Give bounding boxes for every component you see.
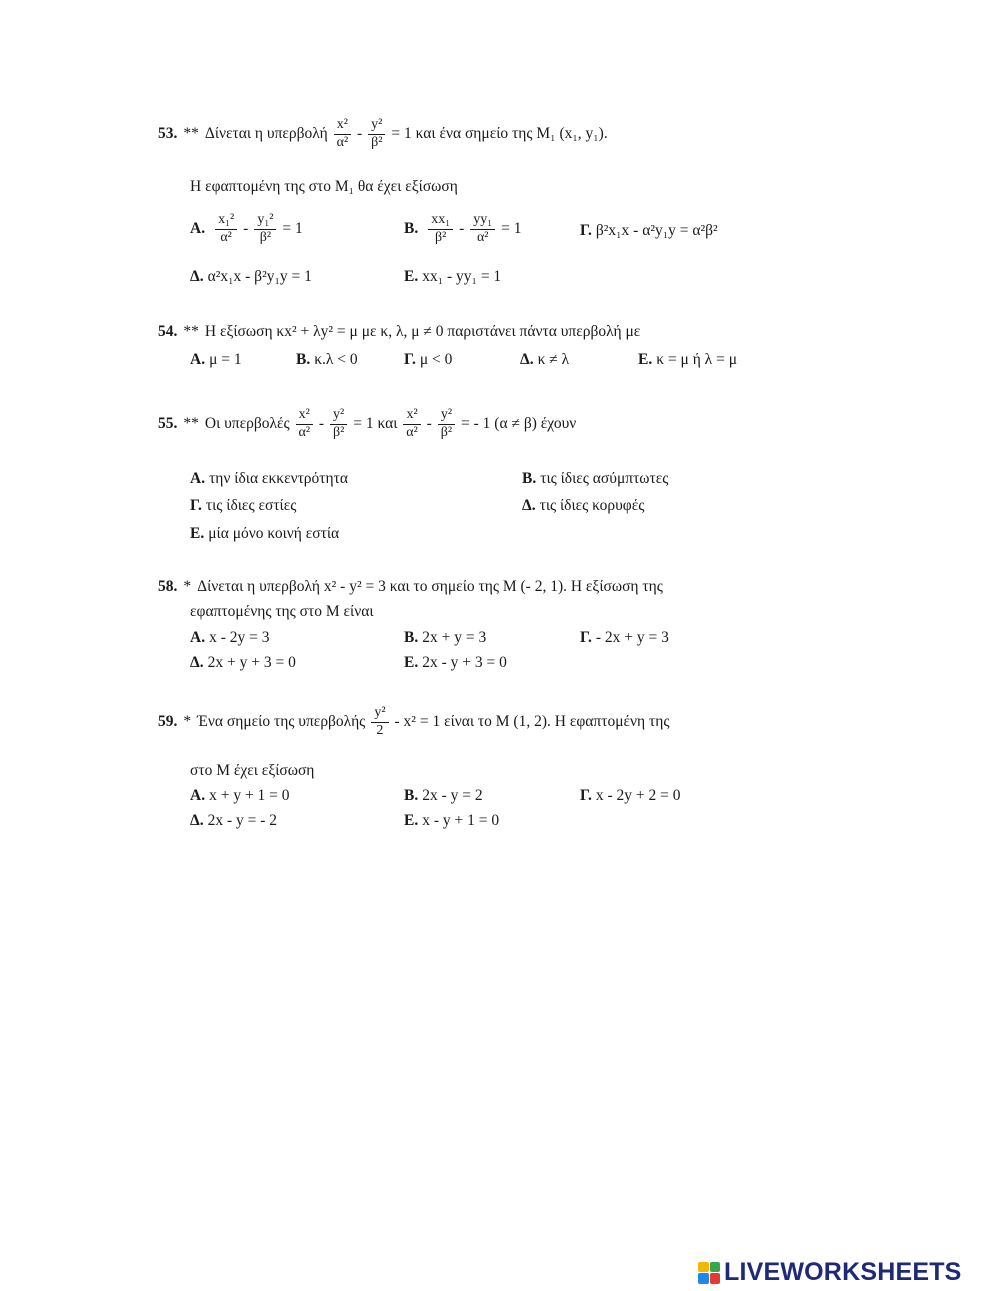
option-e: Ε. μία μόνο κοινή εστία (190, 525, 340, 542)
option-a: Α. την ίδια εκκεντρότητα (190, 470, 348, 487)
option-b: Β. $\frac{\text{xx₁}}{\text{β²}}$ - $\frac{\text{yy₁}}{\text{α²}}$ = 1 (404, 212, 522, 245)
option-e: Ε. 2x - y + 3 = 0 (404, 654, 507, 671)
fraction: $\frac{\text{y²}}{\text{β²}}$ (368, 118, 385, 150)
option-g: Γ. x - 2y + 2 = 0 (580, 787, 681, 804)
difficulty-stars: ** (183, 125, 199, 143)
logo-text: LIVEWORKSHEETS (724, 1258, 962, 1286)
question-text: = 1 και ένα σημείο της M₁ (x₁, y₁). (391, 125, 608, 143)
question-number: 55. (158, 415, 178, 433)
option-g: Γ. - 2x + y = 3 (580, 629, 669, 646)
option-b: Β. 2x - y = 2 (404, 787, 483, 804)
question-text: Ένα σημείο της υπερβολής (197, 713, 366, 731)
question-text: εφαπτομένης της στο Μ είναι (190, 603, 374, 620)
fraction: $\frac{\text{x²}}{\text{α²}}$ (334, 118, 351, 150)
fraction: $\frac{\text{y²}}{\text{β²}}$ (438, 408, 455, 440)
option-d: Δ. τις ίδιες κορυφές (522, 497, 645, 514)
option-a: Α. $\frac{\text{x₁²}}{\text{α²}}$ - $\frac{\text{y₁²}}{\text{β²}}$ = 1 (190, 212, 303, 245)
question-text: Δίνεται η υπερβολή x² - y² = 3 και το σημείο της Μ (- 2, 1). Η εξίσωση της (197, 578, 663, 595)
option-b: Β. τις ίδιες ασύμπτωτες (522, 470, 669, 487)
option-d: Δ. 2x + y + 3 = 0 (190, 654, 296, 671)
option-b: Β. κ.λ < 0 (296, 351, 358, 368)
option-g: Γ. μ < 0 (404, 351, 453, 368)
fraction: $\frac{\text{y²}}{2}$ (371, 706, 388, 738)
option-g: Γ. τις ίδιες εστίες (190, 497, 297, 514)
fraction: $\frac{\text{x²}}{\text{α²}}$ (403, 408, 420, 440)
fraction: $\frac{\text{y²}}{\text{β²}}$ (330, 408, 347, 440)
option-a: Α. x + y + 1 = 0 (190, 787, 290, 804)
question-text: Δίνεται η υπερβολή (204, 125, 328, 143)
option-d: Δ. 2x - y = - 2 (190, 812, 278, 829)
option-d: Δ. κ ≠ λ (520, 351, 570, 368)
question-text: Οι υπερβολές (204, 415, 290, 433)
question-number: 53. (158, 125, 178, 143)
logo-icon (698, 1262, 720, 1284)
fraction: $\frac{\text{x²}}{\text{α²}}$ (296, 408, 313, 440)
option-e: Ε. xx₁ - yy₁ = 1 (404, 268, 502, 285)
option-a: Α. μ = 1 (190, 351, 242, 368)
option-e: Ε. κ = μ ή λ = μ (638, 351, 738, 368)
question-text: - x² = 1 είναι το Μ (1, 2). Η εφαπτομένη της (394, 713, 670, 731)
option-d: Δ. α²x₁x - β²y₁y = 1 (190, 268, 312, 285)
option-a: Α. x - 2y = 3 (190, 629, 270, 646)
question-text: Η εξίσωση κx² + λy² = μ με κ, λ, μ ≠ 0 παριστάνει πάντα υπερβολή με (204, 323, 641, 340)
difficulty-stars: * (183, 713, 192, 731)
question-number: 59. (158, 713, 178, 731)
option-b: Β. 2x + y = 3 (404, 629, 487, 646)
difficulty-stars: ** (183, 415, 199, 433)
worksheet-page: 53. ** Δίνεται η υπερβολή $\frac{\text{x²}}{\text{α²}}$ - $\frac{\text{y²}}{\text{β²}}$ = 1 και ένα σημείο της M₁ (x₁, y₁). Η εφαπτομένη της στο M₁ θα έχει εξίσωση Α. $\frac{\text{x₁²}}{\text{α²}}$ - $\frac{\text{y₁²}}{\text{β²}}$ = 1 Β. $\frac{\text{xx₁}}{\text{β²}}$ - $\frac{\text{yy₁}}{\text{α²}}$ = 1 Γ. β²x₁x - α²y₁y = α²β² Δ. α²x₁x - β²y₁y = 1 Ε. xx₁ - yy₁ = 1 54. ** Η εξίσωση κx² + λy² = μ με κ, λ, μ ≠ 0 παριστάνει πάντα υπερβολή με Α. μ = 1 Β. κ.λ < 0 Γ. μ < 0 Δ. κ ≠ λ Ε. κ = μ ή λ = μ 55. ** Οι υπερβολές $\frac{\text{x²}}{\text{α²}}$ - $\frac{\text{y²}}{\text{β²}}$ = 1 και $\frac{\text{x²}}{\text{α²}}$ - $\frac{\text{y²}}{\text{β²}}$ = - 1 (α ≠ β) έχουν Α. την ίδια εκκεντρότητα Β. τις ίδιες ασύμπτωτες Γ. τις ίδιες εστίες Δ. τις ίδιες κορυφές Ε. μία μόνο κοινή εστία 58. * Δίνεται η υπερβολή x² - y² = 3 και το σημείο της Μ (- 2, 1). Η εξίσωση της εφαπτομένης της στο Μ είναι Α. x - 2y = 3 Β. 2x + y = 3 Γ. - 2x + y = 3 Δ. 2x + y + 3 = 0 Ε. 2x - y + 3 = 0 59. * Ένα σημείο της υπερβολής $\frac{\text{y²}}{2}$ - x² = 1 είναι το Μ (1, 2). Η εφαπτομένη της στο Μ έχει εξίσωση Α. x + y + 1 = 0 Β. 2x - y = 2 Γ. x - 2y + 2 = 0 Δ. 2x - y = - 2 Ε. x - y + 1 = 0 LIVEWORKSHEETS (158, 117, 962, 1286)
liveworksheets-logo (698, 1258, 962, 1287)
question-text: Η εφαπτομένη της στο M₁ θα έχει εξίσωση (190, 178, 458, 195)
option-g: Γ. β²x₁x - α²y₁y = α²β² (580, 222, 718, 239)
option-e: Ε. x - y + 1 = 0 (404, 812, 500, 829)
question-text: στο Μ έχει εξίσωση (190, 762, 315, 779)
difficulty-stars: ** (183, 323, 199, 340)
question-number: 58. (158, 578, 178, 595)
question-number: 54. (158, 323, 178, 340)
difficulty-stars: * (183, 578, 192, 595)
